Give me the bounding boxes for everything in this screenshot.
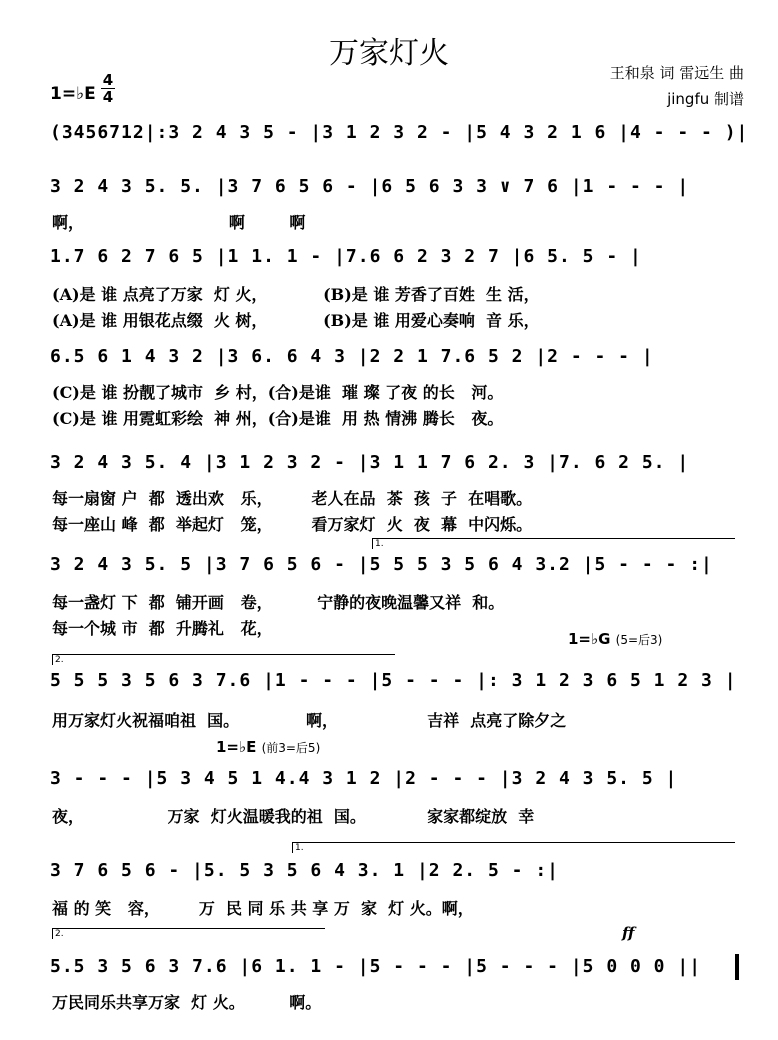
notation-row-1: (3456712|:3 2 4 3 5 - |3 1 2 3 2 - |5 4 3 2 1 6 |4 - - - )|	[50, 122, 749, 143]
key-signature: 1=♭E	[50, 84, 96, 104]
time-signature-top: 4	[102, 71, 114, 89]
arranger-credit: jingfu 制谱	[667, 90, 744, 108]
song-title: 万家灯火	[329, 36, 449, 71]
notation-row-5: 3 2 4 3 5. 4 |3 1 2 3 2 - |3 1 1 7 6 2. 3 |7. 6 2 5. |	[50, 452, 690, 473]
notation-row-8: 3 - - - |5 3 4 5 1 4.4 3 1 2 |2 - - - |3 2 4 3 5. 5 |	[50, 768, 678, 789]
lyric-row-9-line-1: 福 的 笑 容， 万 民 同 乐 共 享 万 家 灯 火。啊，	[52, 899, 474, 918]
lyric-row-5-line-2: 每一座山 峰 都 举起灯 笼， 看万家灯 火 夜 幕 中闪烁。	[52, 515, 533, 534]
modulation-key-2	[216, 738, 320, 756]
volta-2: 2.	[52, 654, 395, 665]
lyric-row-6-line-2: 每一个城 市 都 升腾礼 花，	[52, 619, 273, 638]
notation-row-4: 6.5 6 1 4 3 2 |3 6. 6 4 3 |2 2 1 7.6 5 2 |2 - - - |	[50, 346, 654, 367]
lyric-row-3-line-2: (A)是 谁 用银花点缀 火 树， (B)是 谁 用爱心奏响 音 乐，	[52, 311, 540, 330]
lyric-row-6-line-1: 每一盏灯 下 都 铺开画 卷， 宁静的夜晚温馨又祥 和。	[52, 593, 505, 612]
notation-row-7: 5 5 5 3 5 6 3 7.6 |1 - - - |5 - - - |: 3 1 2 3 6 5 1 2 3 |	[50, 670, 737, 691]
dynamic-marking: ff	[622, 924, 635, 942]
lyric-row-7-line-1: 用万家灯火祝福咱祖 国。 啊， 吉祥 点亮了除夕之	[52, 711, 567, 730]
modulation-key-2-value: 1=♭E	[216, 738, 257, 756]
final-barline	[735, 954, 739, 980]
lyric-row-10-line-1: 万民同乐共享万家 灯 火。 啊。	[52, 993, 322, 1012]
modulation-key-1-note: (5=后3)	[615, 633, 663, 647]
lyric-row-5-line-1: 每一扇窗 户 都 透出欢 乐， 老人在品 茶 孩 子 在唱歌。	[52, 489, 533, 508]
modulation-key-1-value: 1=♭G	[568, 630, 611, 648]
lyric-row-8-line-1: 夜， 万家 灯火温暖我的祖 国。 家家都绽放 幸	[52, 807, 535, 826]
notation-row-10: 5.5 3 5 6 3 7.6 |6 1. 1 - |5 - - - |5 - - - |5 0 0 0 ||	[50, 956, 702, 977]
time-signature-bottom: 4	[102, 88, 114, 106]
notation-row-6: 3 2 4 3 5. 5 |3 7 6 5 6 - |5 5 5 3 5 6 4 3.2 |5 - - - :|	[50, 554, 713, 575]
lyric-row-4-line-2: (C)是 谁 用霓虹彩绘 神 州，(合)是谁 用 热 情沸 腾长 夜。	[52, 409, 504, 428]
lyric-row-2-line-1: 啊， 啊 啊	[52, 213, 306, 232]
composer-credit: 王和泉 词 雷远生 曲	[609, 64, 744, 82]
notation-row-9: 3 7 6 5 6 - |5. 5 3 5 6 4 3. 1 |2 2. 5 - :|	[50, 860, 559, 881]
notation-row-3: 1.7 6 2 7 6 5 |1 1. 1 - |7.6 6 2 3 2 7 |6 5. 5 - |	[50, 246, 642, 267]
volta-1: 1.	[372, 538, 735, 549]
modulation-key-1	[568, 630, 662, 648]
lyric-row-3-line-1: (A)是 谁 点亮了万家 灯 火， (B)是 谁 芳香了百姓 生 活，	[52, 285, 540, 304]
volta-3: 1.	[292, 842, 735, 853]
modulation-key-2-note: (前3=后5)	[261, 741, 321, 755]
notation-row-2: 3 2 4 3 5. 5. |3 7 6 5 6 - |6 5 6 3 3 ∨ 7 6 |1 - - - |	[50, 176, 690, 197]
time-signature	[100, 72, 116, 105]
volta-4: 2.	[52, 928, 325, 939]
lyric-row-4-line-1: (C)是 谁 扮靓了城市 乡 村，(合)是谁 璀 璨 了夜 的长 河。	[52, 383, 504, 402]
